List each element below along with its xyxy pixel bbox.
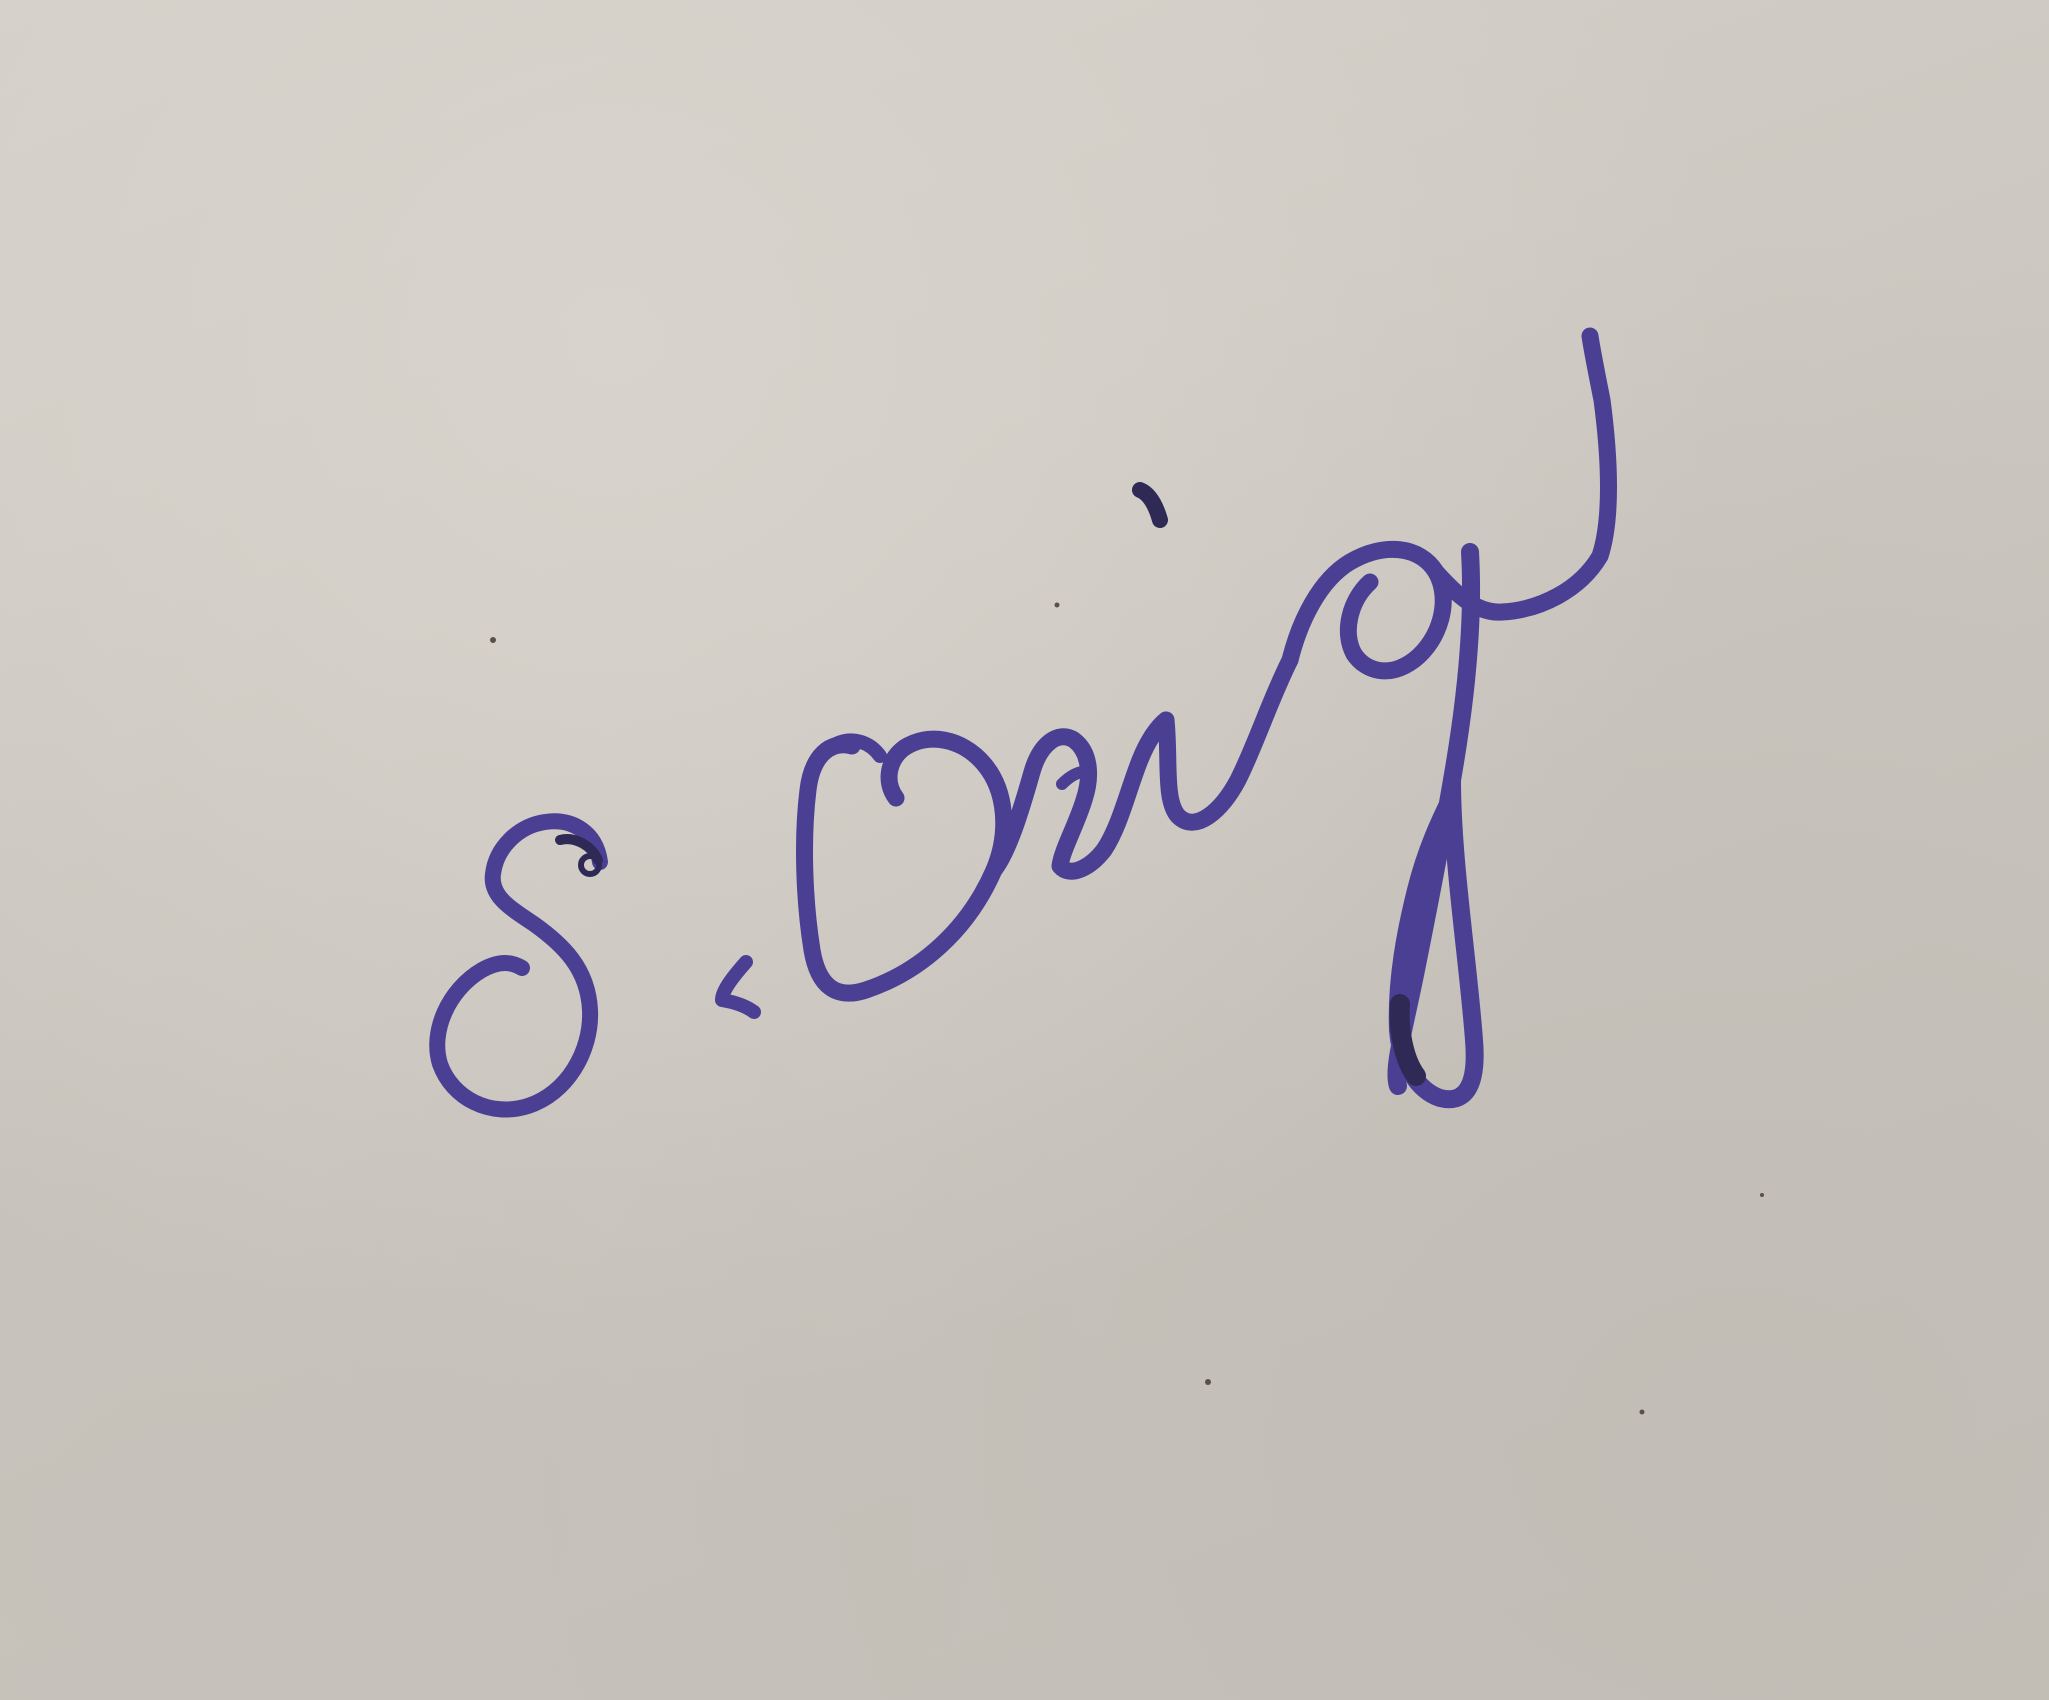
signature-period	[722, 962, 754, 1012]
signature-letter-s	[437, 821, 600, 1109]
signature-letter-a	[1290, 336, 1609, 671]
signature-letters-ri	[994, 490, 1166, 871]
signature-letter-p	[805, 739, 1004, 993]
paper-specks	[490, 603, 1764, 1415]
